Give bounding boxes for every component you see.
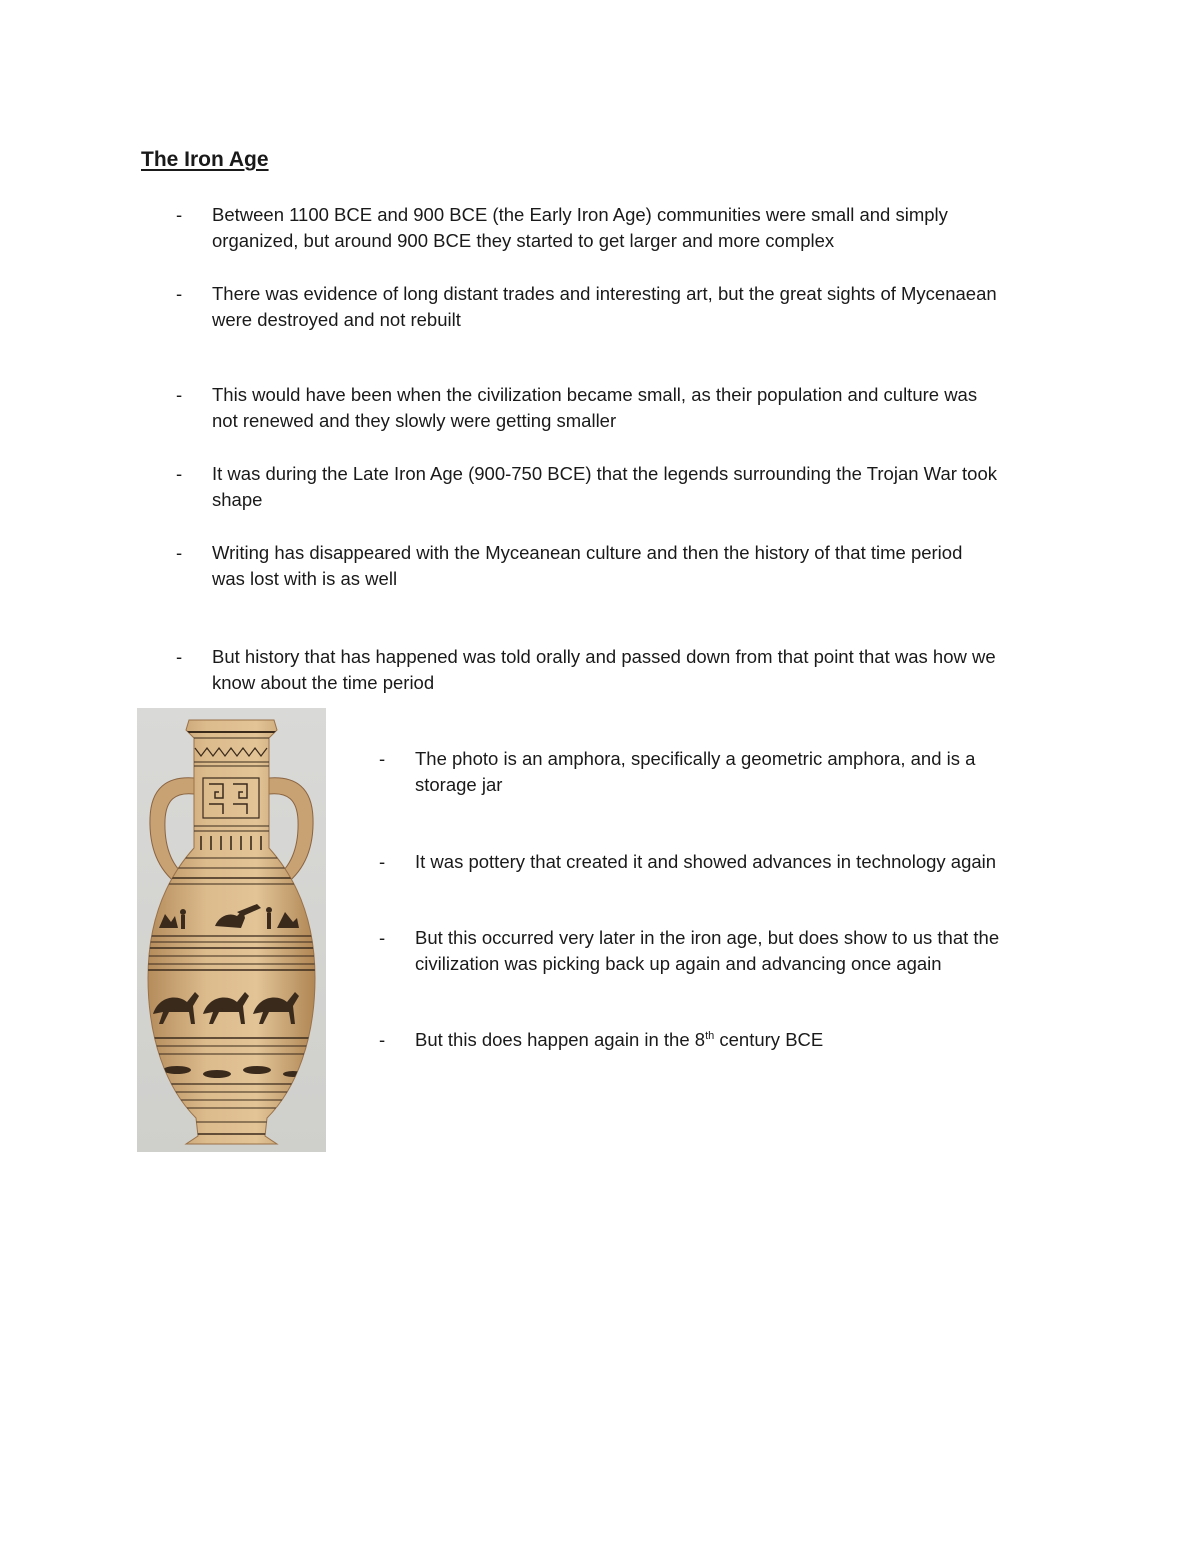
list-item (379, 1027, 1115, 1053)
list-item (176, 202, 1092, 254)
bullet-dash: - (379, 851, 386, 872)
list-item-line: Between 1100 BCE and 900 BCE (the Early Iron Age) communities were small and simply (212, 204, 948, 225)
list-item-line: organized, but around 900 BCE they started to get larger and more complex (212, 230, 835, 251)
list-item-line: not renewed and they slowly were getting smaller (212, 410, 617, 431)
bullet-dash: - (379, 1029, 386, 1050)
bullet-dash: - (379, 927, 386, 948)
list-item-line: It was during the Late Iron Age (900-750 BCE) that the legends surrounding the Trojan War took (212, 463, 998, 484)
amphora-illustration (137, 708, 326, 1152)
list-item-line: were destroyed and not rebuilt (212, 309, 461, 330)
list-item (176, 382, 1092, 434)
bullet-dash: - (176, 463, 183, 484)
bullet-dash: - (176, 646, 183, 667)
list-item-line: But this occurred very later in the iron age, but does show to us that the (415, 927, 1000, 948)
list-item (379, 849, 1115, 875)
list-item (176, 540, 1092, 592)
list-item (176, 461, 1092, 513)
amphora-image (137, 708, 326, 1152)
list-item-text: But this does happen again in the 8 (415, 1029, 706, 1050)
list-item-line: Writing has disappeared with the Myceanean culture and then the history of that time period (212, 542, 963, 563)
bullet-dash: - (176, 542, 183, 563)
list-item-line: It was pottery that created it and showed advances in technology again (415, 851, 997, 872)
list-item (379, 746, 1115, 798)
list-item-line: shape (212, 489, 263, 510)
list-item (379, 925, 1115, 977)
bullet-dash: - (379, 748, 386, 769)
list-item-line: know about the time period (212, 672, 435, 693)
bullet-dash: - (176, 204, 183, 225)
list-item-line: This would have been when the civilization became small, as their population and culture was (212, 384, 978, 405)
list-item (176, 281, 1092, 333)
list-item-line: But history that has happened was told orally and passed down from that point that was how we (212, 646, 996, 667)
list-item-line: was lost with is as well (212, 568, 398, 589)
list-item-text: century BCE (714, 1029, 824, 1050)
list-item-line: storage jar (415, 774, 503, 795)
ordinal-suffix: th (705, 1029, 715, 1042)
list-item-line: The photo is an amphora, specifically a geometric amphora, and is a (415, 748, 976, 769)
page-title: The Iron Age (141, 148, 269, 171)
list-item-line: There was evidence of long distant trades and interesting art, but the great sights of Mycenaean (212, 283, 997, 304)
list-item (176, 644, 1092, 696)
list-item-line: civilization was picking back up again and advancing once again (415, 953, 942, 974)
bullet-dash: - (176, 283, 183, 304)
bullet-dash: - (176, 384, 183, 405)
